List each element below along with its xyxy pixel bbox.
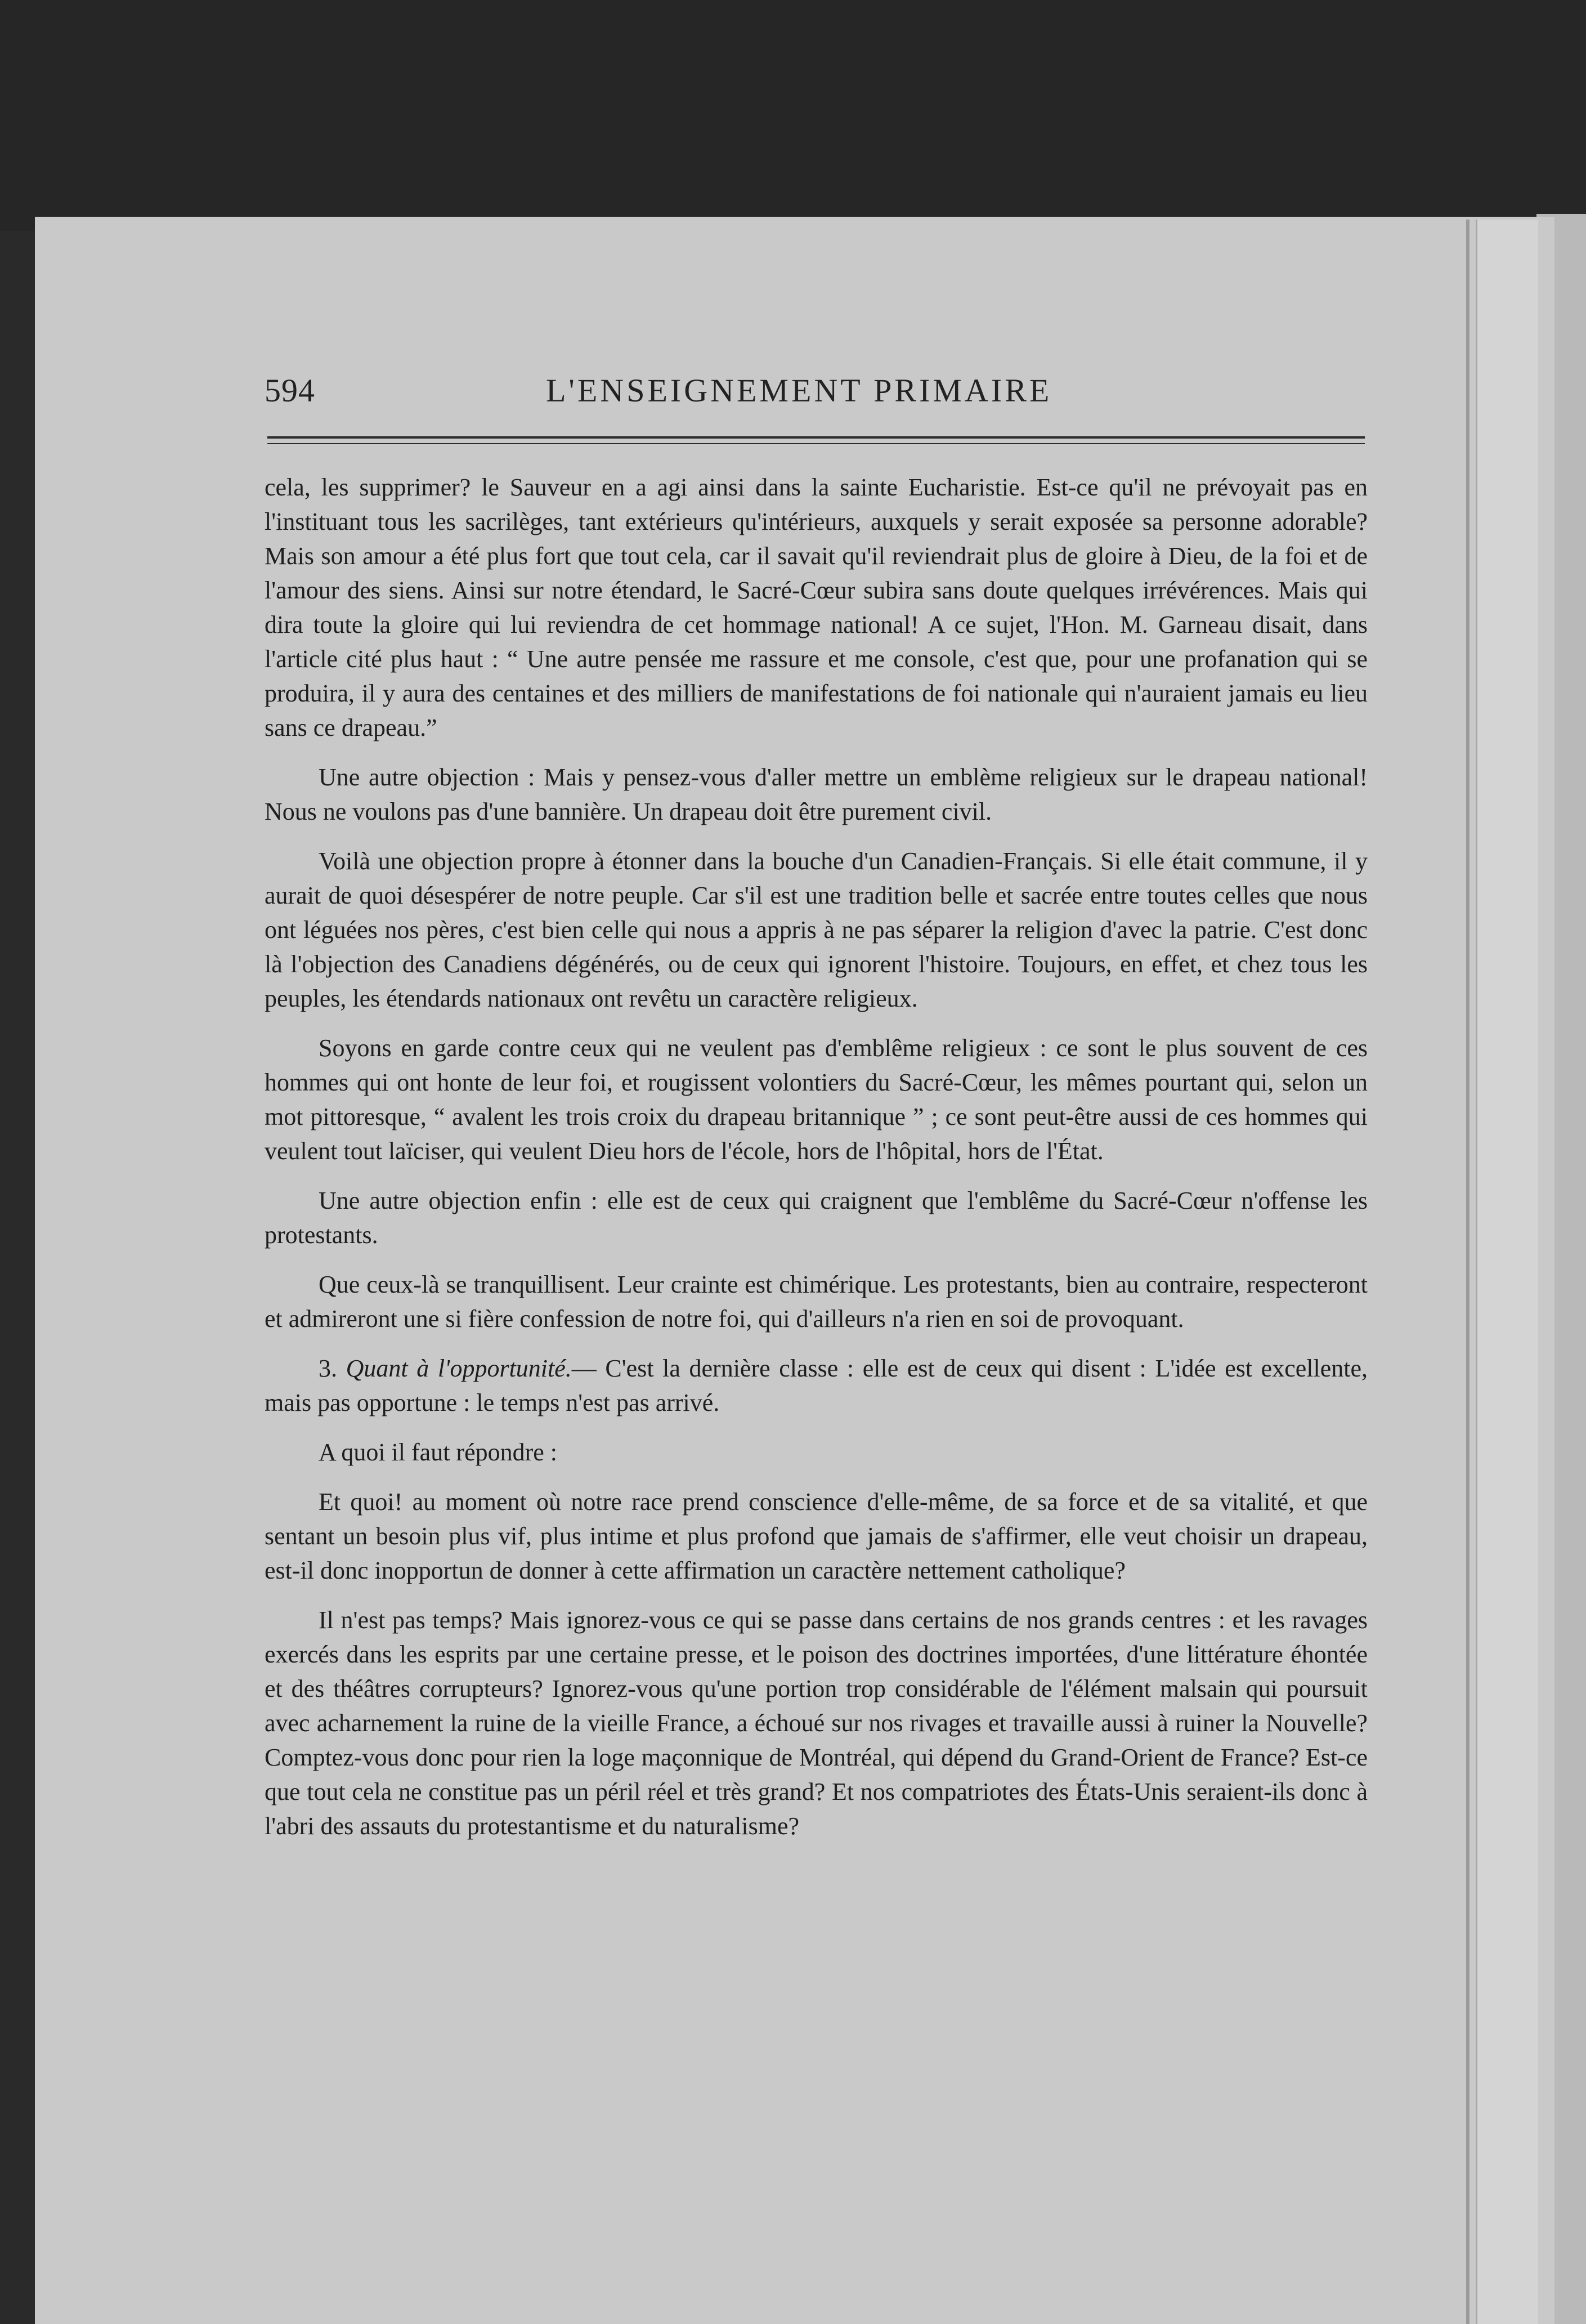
paragraph: Une autre objection enfin : elle est de ceux qui craignent que l'emblême du Sacré-Cœur n'offense les protestants. [265, 1187, 1368, 1249]
header-rule-thick [267, 436, 1365, 439]
paragraph: Voilà une objection propre à étonner dans la bouche d'un Canadien-Français. Si elle était commune, il y aurait de quoi désespérer de notre peuple. Car s'il est une tradition belle et sacrée entre toutes celles que nous ont léguées nos pères, c'est bien celle qui nous a appris à ne pas séparer la religion d'avec la patrie. C'est donc là l'objection des Canadiens dégénérés, ou de ceux qui ignorent l'histoire. Toujours, en effet, et chez tous les peuples, les étendards nationaux ont revêtu un caractère religieux. [265, 847, 1368, 1012]
section-number: 3. [319, 1355, 337, 1382]
facing-page-edge [1476, 220, 1538, 2324]
paragraph: Soyons en garde contre ceux qui ne veulent pas d'emblême religieux : ce sont le plus souvent de ces hommes qui ont honte de leur foi, et rougissent volontiers du Sacré-Cœur, les mêmes pourtant qui, selon un mot pittoresque, “ avalent les trois croix du drapeau britannique ” ; ce sont peut-être aussi de ces hommes qui veulent tout laïciser, qui veulent Dieu hors de l'école, hors de l'hôpital, hors de l'État. [265, 1034, 1368, 1165]
section-text: — C'est la dernière classe : elle est de ceux qui disent : L'idée est excellente, mais pas opportune : le temps n'est pas arrivé. [265, 1355, 1368, 1416]
running-head [265, 372, 1368, 422]
page-edge [1466, 220, 1469, 2324]
paragraph: Que ceux-là se tranquillisent. Leur crainte est chimérique. Les protestants, bien au contraire, respecteront et admireront une si fière confession de notre foi, qui d'ailleurs n'a rien en soi de provoquant. [265, 1271, 1368, 1333]
section-heading: Quant à l'opportunité. [346, 1355, 572, 1382]
page-number: 594 [265, 372, 315, 409]
header-rule-thin [267, 443, 1365, 444]
paragraph: Une autre objection : Mais y pensez-vous d'aller mettre un emblème religieux sur le drapeau national! Nous ne voulons pas d'une bannière. Un drapeau doit être purement civil. [265, 763, 1368, 825]
paragraph-section-3 [265, 1351, 1368, 1420]
body-text [265, 470, 1368, 1858]
page-title: L'ENSEIGNEMENT PRIMAIRE [546, 372, 1052, 409]
scan-background-top [0, 0, 1586, 231]
paragraph: Il n'est pas temps? Mais ignorez-vous ce qui se passe dans certains de nos grands centres : et les ravages exercés dans les esprits par une certaine presse, et le poison des doctrines importées, d'une littérature éhontée et des théâtres corrupteurs? Ignorez-vous qu'une portion trop considérable de l'élément malsain qui poursuit avec acharnement la ruine de la vieille France, a échoué sur nos rivages et travaille aussi à ruiner la Nouvelle? Comptez-vous donc pour rien la loge maçonnique de Montréal, qui dépend du Grand-Orient de France? Est-ce que tout cela ne constitue pas un péril réel et très grand? Et nos compatriotes des États-Unis seraient-ils donc à l'abri des assauts du protestantisme et du naturalisme? [265, 1606, 1368, 1840]
paragraph: Et quoi! au moment où notre race prend conscience d'elle-même, de sa force et de sa vitalité, et que sentant un besoin plus vif, plus intime et plus profond que jamais de s'affirmer, elle veut choisir un drapeau, est-il donc inopportun de donner à cette affirmation un caractère nettement catholique? [265, 1488, 1368, 1584]
paragraph: A quoi il faut répondre : [319, 1438, 558, 1466]
paragraph-continued: cela, les supprimer? le Sauveur en a agi ainsi dans la sainte Eucharistie. Est-ce qu'il ne prévoyait pas en l'instituant tous les sacrilèges, tant extérieurs qu'intérieurs, auxquels y serait exposée sa personne adorable? Mais son amour a été plus fort que tout cela, car il savait qu'il reviendrait plus de gloire à Dieu, de la foi et de l'amour des siens. Ainsi sur notre étendard, le Sacré-Cœur subira sans doute quelques irrévérences. Mais qui dira toute la gloire qui lui reviendra de cet hommage national! A ce sujet, l'Hon. M. Garneau disait, dans l'article cité plus haut : “ Une autre pensée me rassure et me console, c'est que, pour une profanation qui se produira, il y aura des centaines et des milliers de manifestations de foi nationale qui n'auraient jamais eu lieu sans ce drapeau.” [265, 473, 1368, 741]
